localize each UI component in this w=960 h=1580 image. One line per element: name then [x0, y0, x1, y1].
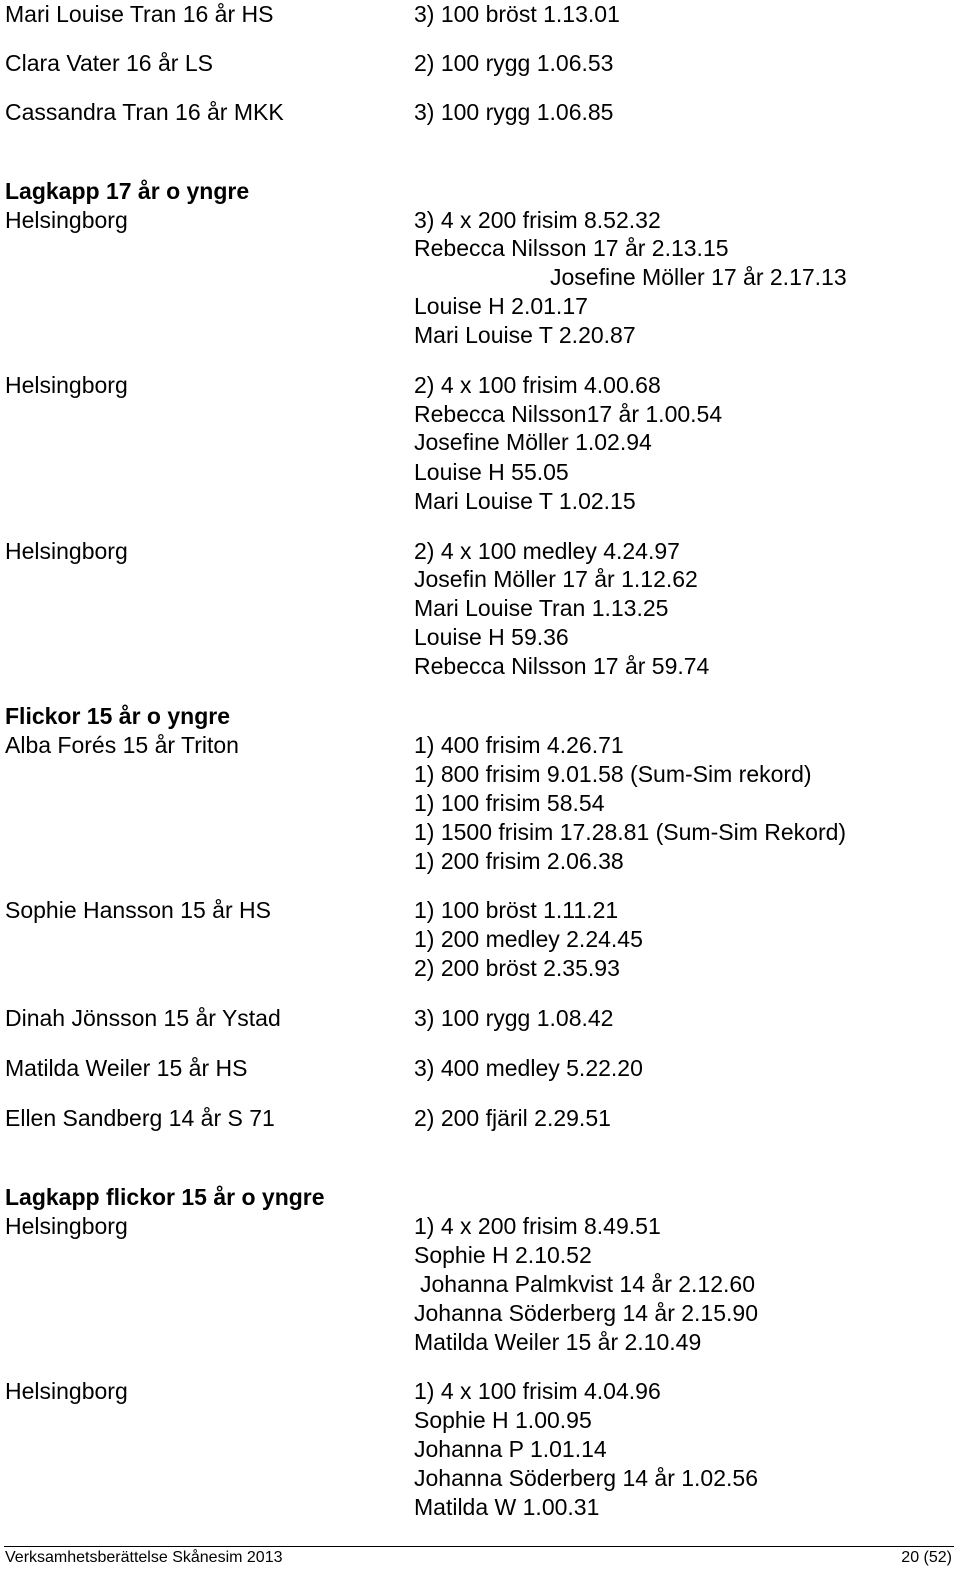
swimmer-result: 1) 800 frisim 9.01.58 (Sum-Sim rekord): [414, 761, 812, 787]
section-heading-relay-girls-15: Lagkapp flickor 15 år o yngre: [5, 1184, 325, 1210]
relay-leg: Josefine Möller 17 år 2.17.13: [550, 264, 847, 290]
footer-title: Verksamhetsberättelse Skånesim 2013: [5, 1549, 283, 1566]
relay-leg: Matilda W 1.00.31: [414, 1494, 600, 1520]
relay-leg: Mari Louise T 1.02.15: [414, 488, 636, 514]
relay-club: Helsingborg: [5, 538, 128, 564]
swimmer-result: 3) 100 rygg 1.08.42: [414, 1005, 614, 1031]
swimmer-result: 1) 100 bröst 1.11.21: [414, 897, 619, 923]
section-heading-relay-17: Lagkapp 17 år o yngre: [5, 178, 250, 204]
relay-leg: Johanna Söderberg 14 år 2.15.90: [414, 1300, 758, 1326]
swimmer-name: Matilda Weiler 15 år HS: [5, 1055, 248, 1081]
relay-leg: Rebecca Nilsson 17 år 2.13.15: [414, 235, 729, 261]
swimmer-name: Dinah Jönsson 15 år Ystad: [5, 1005, 281, 1031]
swimmer-name: Ellen Sandberg 14 år S 71: [5, 1105, 275, 1131]
swimmer-result: 2) 200 fjäril 2.29.51: [414, 1105, 611, 1131]
relay-result: 3) 4 x 200 frisim 8.52.32: [414, 207, 661, 233]
relay-result: 1) 4 x 200 frisim 8.49.51: [414, 1213, 661, 1239]
relay-leg: Louise H 59.36: [414, 624, 569, 650]
relay-leg: Johanna Palmkvist 14 år 2.12.60: [420, 1271, 755, 1297]
swimmer-result: 3) 100 bröst 1.13.01: [414, 1, 620, 27]
relay-result: 1) 4 x 100 frisim 4.04.96: [414, 1378, 661, 1404]
relay-club: Helsingborg: [5, 372, 128, 398]
swimmer-result: 2) 200 bröst 2.35.93: [414, 955, 620, 981]
relay-leg: Sophie H 2.10.52: [414, 1242, 592, 1268]
relay-leg: Johanna P 1.01.14: [414, 1436, 607, 1462]
relay-leg: Louise H 2.01.17: [414, 293, 588, 319]
relay-leg: Louise H 55.05: [414, 459, 569, 485]
swimmer-name: Cassandra Tran 16 år MKK: [5, 99, 284, 125]
swimmer-result: 1) 400 frisim 4.26.71: [414, 732, 624, 758]
swimmer-name: Alba Forés 15 år Triton: [5, 732, 239, 758]
relay-leg: Josefine Möller 1.02.94: [414, 429, 652, 455]
swimmer-result: 2) 100 rygg 1.06.53: [414, 50, 614, 76]
relay-leg: Matilda Weiler 15 år 2.10.49: [414, 1329, 702, 1355]
swimmer-result: 3) 100 rygg 1.06.85: [414, 99, 614, 125]
relay-leg: Mari Louise Tran 1.13.25: [414, 595, 669, 621]
footer-divider: [4, 1546, 954, 1547]
relay-club: Helsingborg: [5, 1378, 128, 1404]
section-heading-girls-15: Flickor 15 år o yngre: [5, 703, 230, 729]
swimmer-result: 1) 200 medley 2.24.45: [414, 926, 643, 952]
relay-club: Helsingborg: [5, 207, 128, 233]
swimmer-name: Mari Louise Tran 16 år HS: [5, 1, 274, 27]
relay-result: 2) 4 x 100 medley 4.24.97: [414, 538, 680, 564]
relay-leg: Josefin Möller 17 år 1.12.62: [414, 566, 698, 592]
relay-leg: Rebecca Nilsson 17 år 59.74: [414, 653, 710, 679]
relay-result: 2) 4 x 100 frisim 4.00.68: [414, 372, 661, 398]
swimmer-result: 3) 400 medley 5.22.20: [414, 1055, 643, 1081]
swimmer-result: 1) 100 frisim 58.54: [414, 790, 605, 816]
swimmer-result: 1) 200 frisim 2.06.38: [414, 848, 624, 874]
relay-leg: Sophie H 1.00.95: [414, 1407, 592, 1433]
swimmer-result: 1) 1500 frisim 17.28.81 (Sum-Sim Rekord): [414, 819, 847, 845]
relay-leg: Rebecca Nilsson17 år 1.00.54: [414, 401, 723, 427]
swimmer-name: Sophie Hansson 15 år HS: [5, 897, 271, 923]
page-number: 20 (52): [901, 1549, 952, 1566]
relay-leg: Mari Louise T 2.20.87: [414, 322, 636, 348]
swimmer-name: Clara Vater 16 år LS: [5, 50, 213, 76]
relay-leg: Johanna Söderberg 14 år 1.02.56: [414, 1465, 758, 1491]
relay-club: Helsingborg: [5, 1213, 128, 1239]
